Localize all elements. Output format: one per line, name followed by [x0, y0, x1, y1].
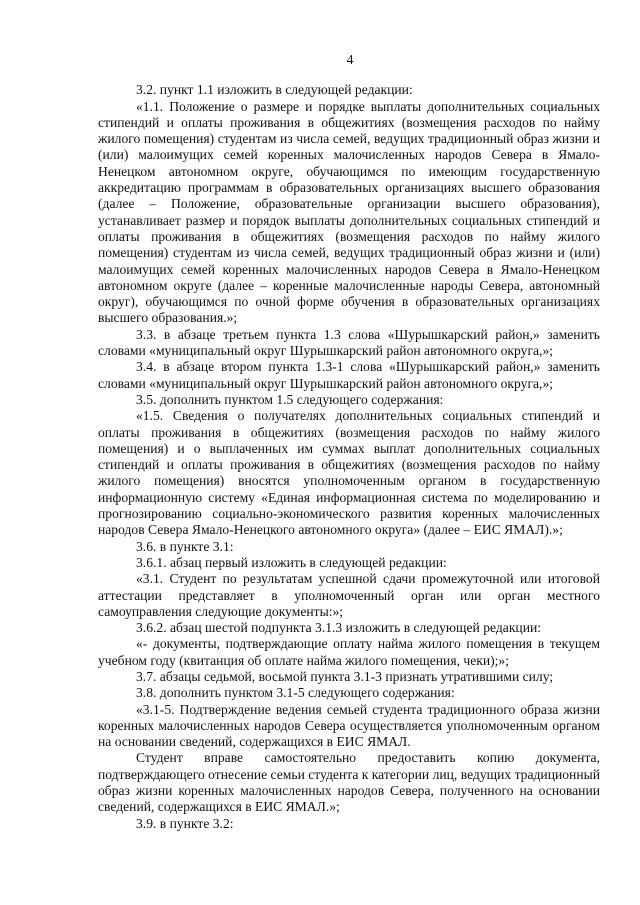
document-body — [98, 82, 600, 832]
paragraph-documents-text: «- документы, подтверждающие оплату найма жилого помещения в текущем учебном году (квитанция об оплате найма жилого помещения, чеки);»; — [98, 636, 600, 668]
paragraph-3-6-1: 3.6.1. абзац первый изложить в следующей редакции: — [136, 554, 447, 570]
paragraph-student-text: Студент вправе самостоятельно предоставить копию документа, подтверждающего отнесение семьи студента к категории лиц, ведущих традиционный образ жизни коренных малочисленных народов Севера, полученного на основании сведений, содержащихся в ЕИС ЯМАЛ.»; — [98, 750, 601, 815]
paragraph-3-5: 3.5. дополнить пунктом 1.5 следующего содержания: — [136, 391, 444, 407]
paragraph-3-2: 3.2. пункт 1.1 изложить в следующей редакции: — [136, 82, 413, 98]
paragraph-3-4: 3.4. в абзаце втором пункта 1.3-1 слова «Шурышкарский район,» заменить словами «муниципальный округ Шурышкарский район автономного округа,»; — [98, 359, 600, 391]
paragraph-3-1-text: «3.1. Студент по результатам успешной сдачи промежуточной или итоговой аттестации представляет в уполномоченный орган или орган местного самоуправления следующие документы:»; — [98, 571, 600, 619]
paragraph-3-9: 3.9. в пункте 3.2: — [136, 815, 234, 831]
paragraph-3-6-2: 3.6.2. абзац шестой подпункта 3.1.3 изложить в следующей редакции: — [136, 620, 542, 636]
paragraph-3-7: 3.7. абзацы седьмой, восьмой пункта 3.1-3 признать утратившими силу; — [136, 668, 554, 684]
paragraph-3-6: 3.6. в пункте 3.1: — [136, 538, 234, 554]
paragraph-3-8: 3.8. дополнить пунктом 3.1-5 следующего содержания: — [136, 685, 455, 701]
document-page — [98, 52, 600, 832]
page-number: 4 — [346, 52, 354, 67]
paragraph-1-1-text: «1.1. Положение о размере и порядке выплаты дополнительных социальных стипендий и оплаты проживания в общежитиях (возмещения расходов по найму жилого помещения) студентам из числа семей, ведущих традиционный образ жизни и (или) малоимущих семей коренных малочисленных народов Севера в Ямало-Ненецком автономном округе, обучающимся по имеющим государственную аккредитацию программам в образовательных организациях высшего образования (далее – Положение, образовательные организации высшего образования), устанавливает размер и порядок выплаты дополнительных социальных стипендий и оплаты проживания в общежитиях (возмещения расходов по найму жилого помещения) студентам из числа семей, ведущих традиционный образ жизни и (или) малоимущих семей коренных малочисленных народов Севера в Ямало-Ненецком автономном округе (далее – коренные малочисленные народы Севера, автономный округ), обучающимся по очной форме обучения в образовательных организациях высшего образования.»; — [98, 98, 600, 326]
paragraph-3-3: 3.3. в абзаце третьем пункта 1.3 слова «Шурышкарский район,» заменить словами «муниципальный округ Шурышкарский район автономного округа,»; — [98, 326, 600, 359]
paragraph-1-5-text: «1.5. Сведения о получателях дополнительных социальных стипендий и оплаты проживания в общежитиях (возмещения расходов по найму жилого помещения) и о выплаченных им суммах выплат дополнительных социальных стипендий и оплаты проживания в общежитиях (возмещения расходов по найму жилого помещения) вносятся уполномоченным органом в государственную информационную систему «Единая информационная система по моделированию и прогнозированию социально-экономического развития коренных малочисленных народов Севера Ямало-Ненецкого автономного округа» (далее – ЕИС ЯМАЛ).»; — [98, 408, 600, 538]
paragraph-3-1-5-text: «3.1-5. Подтверждение ведения семьей студента традиционного образа жизни коренных малочисленных народов Севера осуществляется уполномоченным органом на основании сведений, содержащихся в ЕИС ЯМАЛ. — [98, 701, 600, 750]
